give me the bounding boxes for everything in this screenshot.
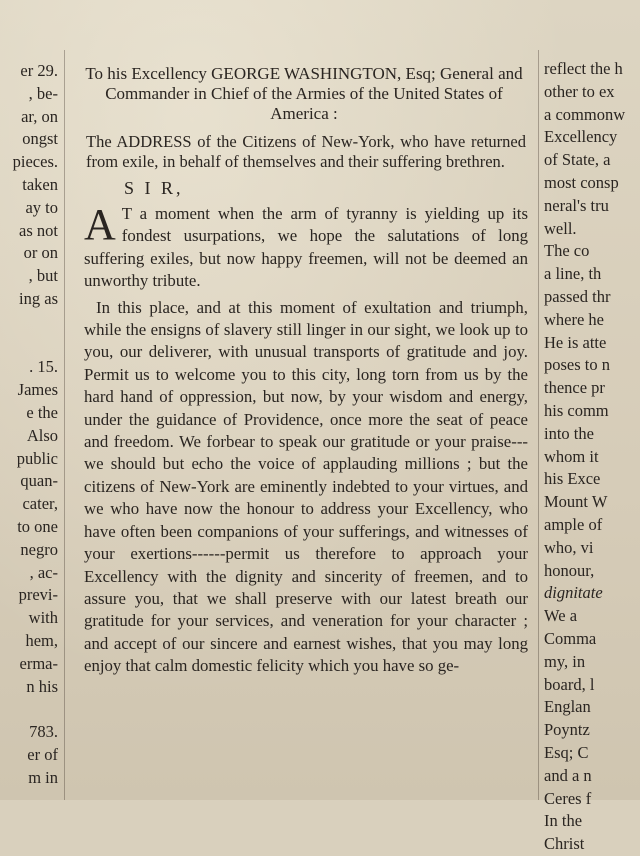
left-column-line: , be- xyxy=(28,83,58,103)
right-column-line: a commonw xyxy=(544,104,626,124)
column-rule xyxy=(64,50,65,800)
right-column-line: who, vi xyxy=(544,537,594,557)
right-column-line: of State, a xyxy=(544,150,611,170)
left-column-line: er of xyxy=(27,744,58,764)
left-column-line: as not xyxy=(19,220,58,240)
right-column-line: We a xyxy=(544,606,578,626)
left-column-line: cater, xyxy=(22,494,58,514)
right-column-line: my, in xyxy=(544,651,586,671)
right-column-line: Comma xyxy=(544,628,597,648)
right-column-line: honour, xyxy=(544,560,595,580)
left-column-line: ar, on xyxy=(21,106,58,126)
address-column xyxy=(68,58,536,800)
right-column-line: Mount W xyxy=(544,492,608,512)
left-column-line: e the xyxy=(26,402,58,422)
left-column-fragment xyxy=(0,60,62,800)
left-column-line xyxy=(0,334,58,357)
right-column-line: neral's tru xyxy=(544,195,609,215)
right-column-line: where he xyxy=(544,309,605,329)
left-column-line: , but xyxy=(28,266,58,286)
right-column-line: whom it xyxy=(544,446,599,466)
left-column-line: 783. xyxy=(29,722,58,742)
left-column-line: ing as xyxy=(19,288,58,308)
right-column-line: Christ xyxy=(544,834,585,854)
left-column-line: taken xyxy=(22,174,58,194)
right-column-line: a line, th xyxy=(544,264,602,284)
right-column-line: The co xyxy=(544,241,590,261)
right-column-line: most consp xyxy=(544,172,619,192)
right-column-line: and a n xyxy=(544,765,592,785)
column-rule xyxy=(538,50,539,800)
left-column-line: , ac- xyxy=(29,562,58,582)
salutation: S I R, xyxy=(124,178,184,198)
address-heading: To his Excellency GEORGE WASHINGTON, Esq; General and Commander in Chief of the Armies of the United States of America : xyxy=(85,64,523,123)
right-column-line: reflect the h xyxy=(544,59,623,78)
right-column-line: his comm xyxy=(544,400,609,420)
drop-cap: A xyxy=(84,200,116,249)
paragraph-1-text: T a moment when the arm of tyranny is yielding up its fondest usurpations, we hope the salutations of long suffering exiles, but now happy freemen, will not be deemed an unworthy tribute. xyxy=(84,204,528,291)
right-column-line: Poyntz xyxy=(544,720,590,740)
right-column-line: well. xyxy=(544,218,577,238)
address-paragraph-2: In this place, and at this moment of exultation and triumph, while the ensigns of slavery still linger in our sight, we look up to you, our deliverer, with unusual transports of gratitude and joy. Permit us to welcome you to this city, long torn from us by the hard hand of oppression, but now, by your wisdom and energy, under the guidance of Providence, once more the seat of peace and freedom. We forbear to speak our gratitude or your praise---we should but echo the voice of applauding millions ; but the citizens of New-York are eminently indebted to your virtues, and we who have now the honour to address your Excellency, who have often been companions of your sufferings, and witnesses of your exertions------permit us therefore to approach your Excellency with the dignity and sincerity of freemen, and to assure you, that we shall preserve with our latest breath our gratitude for your services, and veneration for your character ; and accept of our sincere and earnest wishes, that you may long enjoy that calm domestic felicity which you have so ge- xyxy=(84,297,528,676)
left-column-line: with xyxy=(28,608,58,628)
right-column-lines xyxy=(540,58,640,856)
right-column-fragment xyxy=(540,58,640,854)
address-subheading: The ADDRESS of the Citizens of New-York, who have returned from exile, in behalf of themselves and their suffering brethren. xyxy=(86,132,526,171)
left-column-line xyxy=(0,311,58,334)
left-column-line: quan- xyxy=(20,471,58,491)
address-paragraph-1 xyxy=(84,200,528,293)
left-column-lines xyxy=(0,60,62,790)
left-column-line: er 29. xyxy=(20,61,58,80)
left-column-line: m in xyxy=(28,767,58,787)
right-column-line: poses to n xyxy=(544,355,610,375)
right-column-line: Englan xyxy=(544,697,591,717)
right-column-line: passed thr xyxy=(544,286,611,306)
right-column-line: He is atte xyxy=(544,332,607,352)
left-column-line: hem, xyxy=(25,630,58,650)
right-column-line: ample of xyxy=(544,514,603,534)
right-column-line: board, l xyxy=(544,674,595,694)
right-column-line: his Exce xyxy=(544,469,601,489)
left-column-line: previ- xyxy=(18,585,58,605)
left-column-line: negro xyxy=(20,539,58,559)
right-column-line: other to ex xyxy=(544,81,615,101)
right-column-line: thence pr xyxy=(544,378,605,398)
left-column-line: erma- xyxy=(19,653,58,673)
left-column-line: Also xyxy=(26,425,58,445)
left-column-line: James xyxy=(17,380,58,400)
left-column-line: ay to xyxy=(25,197,58,217)
left-column-line: pieces. xyxy=(12,152,58,172)
right-column-line: into the xyxy=(544,423,594,443)
left-column-line: or on xyxy=(23,243,58,263)
right-column-line: In the xyxy=(544,811,583,831)
left-column-line: ongst xyxy=(22,129,58,149)
left-column-line: n his xyxy=(26,676,58,696)
right-column-line: dignitate xyxy=(544,583,603,603)
right-column-line: Ceres f xyxy=(544,788,592,808)
right-column-line: Esq; C xyxy=(544,742,589,762)
left-column-line: . 15. xyxy=(29,357,58,377)
right-column-line: Excellency xyxy=(544,127,618,147)
left-column-line: to one xyxy=(17,516,58,536)
left-column-line: public xyxy=(16,448,58,468)
left-column-line xyxy=(0,698,58,721)
